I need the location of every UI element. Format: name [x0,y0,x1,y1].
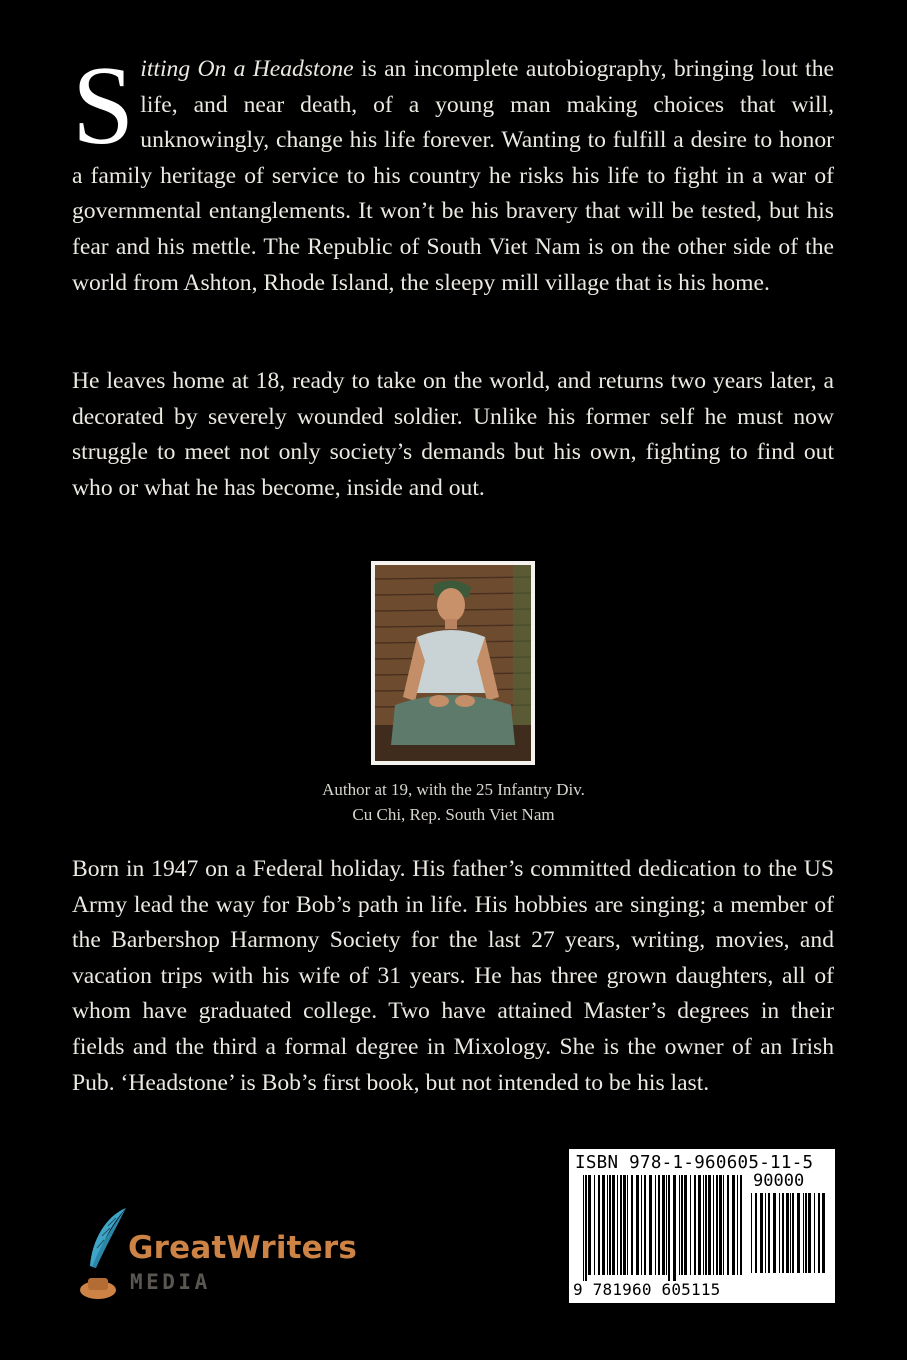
book-title: itting On a Headstone [140,56,354,82]
photo-caption-line-1: Author at 19, with the 25 Infantry Div. [322,780,585,799]
quill-inkwell-icon [76,1206,136,1302]
publisher-sub: MEDIA [130,1270,211,1294]
ean-digits: 9 781960 605115 [573,1280,721,1299]
blurb-paragraph-1 [72,44,834,301]
drop-cap: S [72,44,135,168]
blurb-paragraph-2: He leaves home at 18, ready to take on the world, and returns two years later, a decorated by severely wounded soldier. Unlike his former self he must now struggle to meet not only society’s demands but his own, fighting to find out who or what he has become, inside and out. [72,368,834,501]
ean-bars [583,1175,745,1281]
author-photo [371,561,535,765]
addon-bars [751,1193,827,1279]
author-bio: Born in 1947 on a Federal holiday. His father’s committed dedication to the US Army lead the way for Bob’s path in life. His hobbies are singing; a member of the Barbershop Harmony Society for the last 27 years, writing, movies, and vacation trips with his wife of 31 years. He has three grown daughters, all of whom have graduated college. Two have attained Master’s degrees in their fields and the third a formal degree in Mixology. She is the owner of an Irish Pub. ‘Headstone’ is Bob’s first book, but not intended to be his last. [72,856,834,1096]
price-code: 90000 [753,1171,805,1191]
blurb-paragraph-1-text: is an incomplete autobiography, bringing lout the life, and near death, of a young man making choices that will, unknowingly, change his life forever. Wanting to fulfill a desire to honor a family heritage of service to his country he risks his life to fight in a war of governmental entanglements. It won’t be his bravery that will be tested, but his fear and his mettle. The Republic of South Viet Nam is on the other side of the world from Ashton, Rhode Island, the sleepy mill village that is his home. [72,56,834,296]
isbn-barcode [569,1149,835,1303]
author-photo-image [375,565,531,761]
publisher-name: GreatWriters [128,1230,358,1266]
photo-caption-line-2: Cu Chi, Rep. South Viet Nam [352,805,555,824]
publisher-logo [76,1206,406,1302]
isbn-label: ISBN 978-1-960605-11-5 [575,1153,814,1173]
